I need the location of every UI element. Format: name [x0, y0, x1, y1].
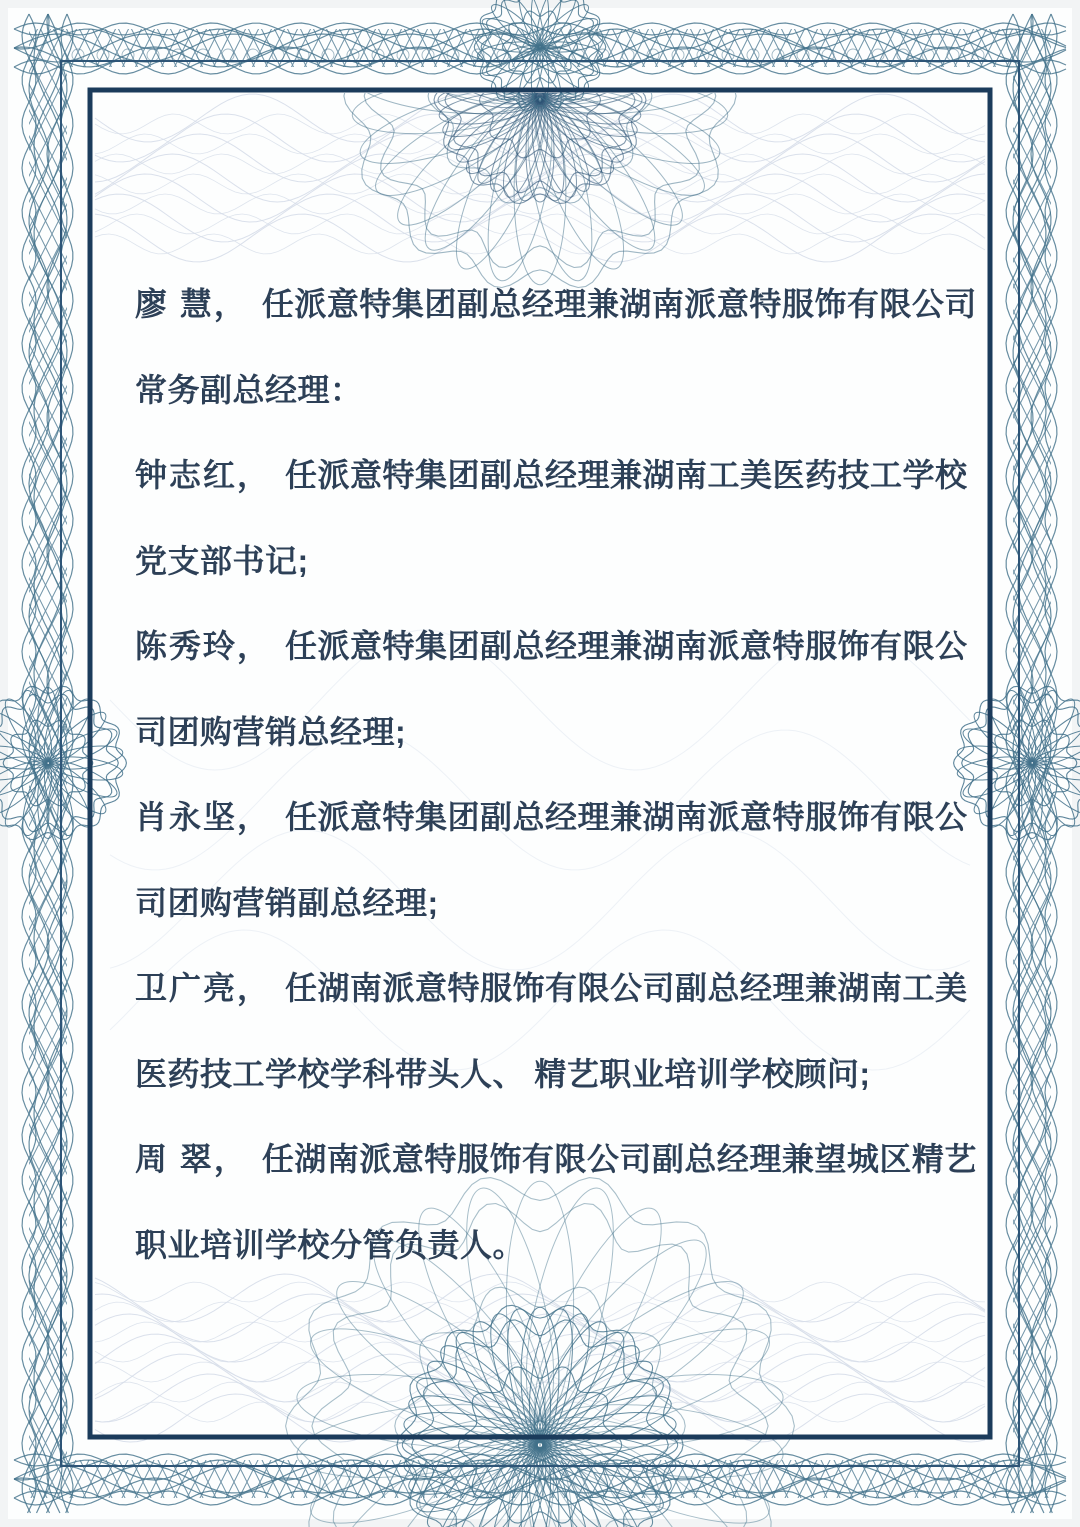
entry-4-line-2: 司团购营销副总经理;: [135, 884, 439, 921]
entry-3-line-2: 司团购营销总经理;: [135, 713, 407, 750]
entry-4-line-1: [135, 775, 980, 861]
entry-2-line-2: 党支部书记;: [135, 542, 309, 579]
entry-5-line-1: [135, 946, 980, 1032]
appointment-text: 任派意特集团副总经理兼湖南派意特服饰有限公: [285, 628, 968, 664]
entry-1-line-2: 常务副总经理：: [135, 371, 363, 408]
person-name: 周 翠，: [135, 1141, 248, 1177]
person-name: 卫广亮，: [135, 970, 272, 1006]
entry-3-line-1: [135, 604, 980, 690]
appointment-text: 任派意特集团副总经理兼湖南工美医药技工学校: [285, 457, 968, 493]
entry-2-line-1: [135, 433, 980, 519]
appointment-text: 任湖南派意特服饰有限公司副总经理兼望城区精艺: [261, 1141, 977, 1177]
appointment-text: 任湖南派意特服饰有限公司副总经理兼湖南工美: [285, 970, 968, 1006]
person-name: 钟志红，: [135, 457, 272, 493]
person-name: 肖永坚，: [135, 799, 272, 835]
entry-6-line-1: [135, 1117, 980, 1203]
appointment-text-block: [135, 262, 980, 1288]
person-name: 陈秀玲，: [135, 628, 272, 664]
entry-6-line-2: 职业培训学校分管负责人。: [135, 1226, 526, 1263]
entry-5-line-2: 医药技工学校学科带头人、 精艺职业培训学校顾问;: [135, 1055, 871, 1092]
appointment-text: 任派意特集团副总经理兼湖南派意特服饰有限公司: [261, 286, 977, 322]
person-name: 廖 慧，: [135, 286, 248, 322]
appointment-text: 任派意特集团副总经理兼湖南派意特服饰有限公: [285, 799, 968, 835]
entry-1-line-1: [135, 262, 980, 348]
